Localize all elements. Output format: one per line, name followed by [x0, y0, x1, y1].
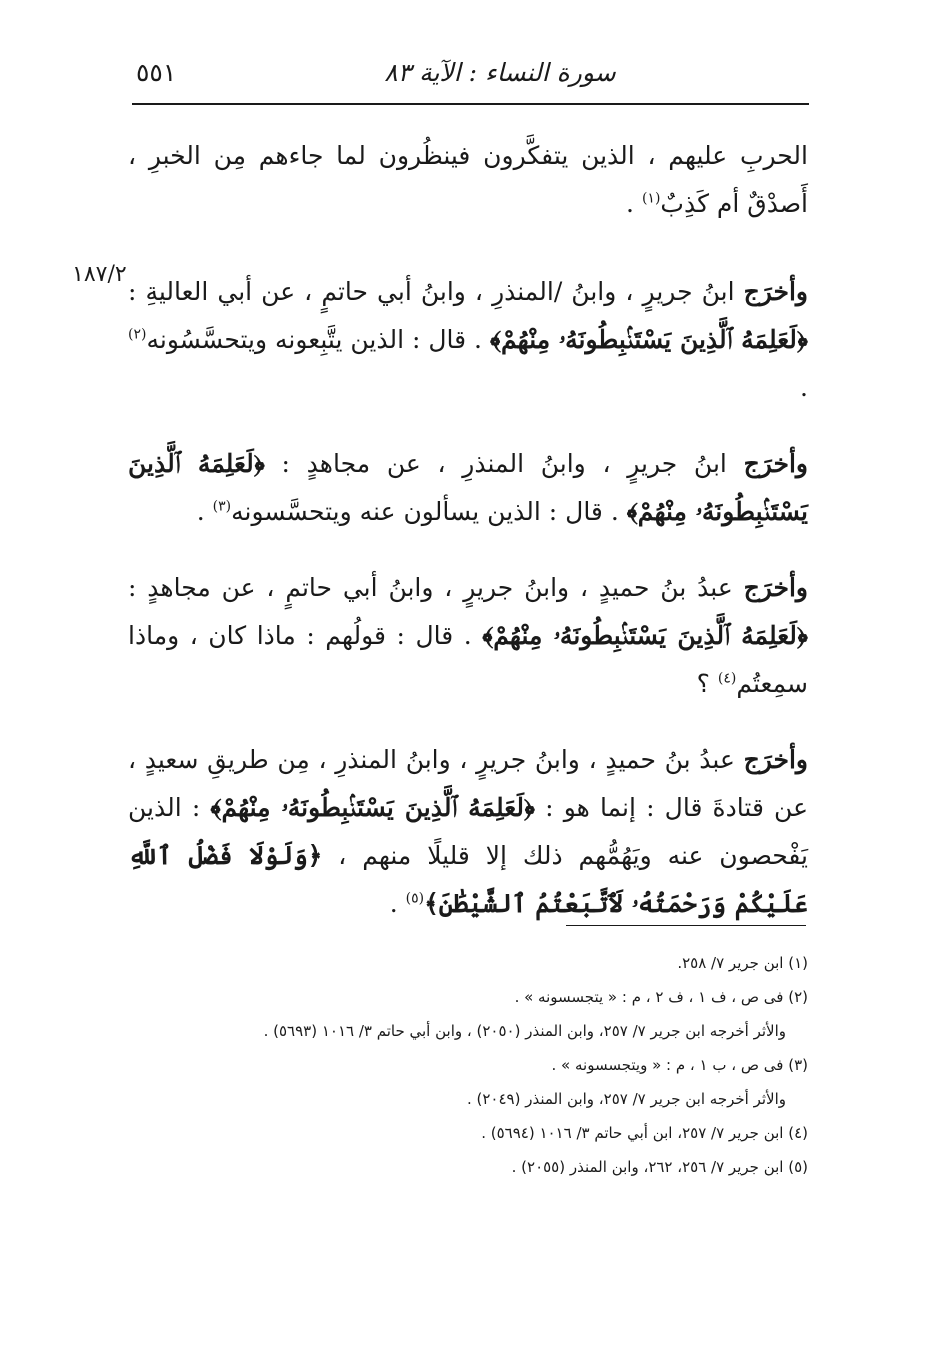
footnote-ref: (٣) [212, 498, 232, 515]
footnote-2-source: والأثر أخرجه ابن جرير ٧/ ٢٥٧، وابن المنذر (٢٠٥٠) ، وابن أبي حاتم ٣/ ١٠١٦ (٥٦٩٣) . [263, 1022, 786, 1040]
header-rule [132, 103, 809, 105]
paragraph-lead: وأخرَج [743, 277, 808, 306]
paragraph-3 [128, 440, 808, 536]
paragraph-text-2: . قال : الذين يسألون عنه ويتحسَّسونه [231, 497, 627, 526]
paragraph-end: ؟ [696, 669, 718, 698]
paragraph-text: عبدُ بنُ حميدٍ ، وابنُ جريرٍ ، وابنُ أبي حاتمٍ ، عن مجاهدٍ : [128, 573, 744, 602]
paragraph-text: ابنُ جريرٍ ، وابنُ /المنذرِ ، وابنُ أبي حاتمٍ ، عن أبي العاليةِ : [128, 277, 744, 306]
paragraph-end: . [626, 189, 642, 218]
footnote-3-source: والأثر أخرجه ابن جرير ٧/ ٢٥٧، وابن المنذر (٢٠٤٩) . [466, 1090, 786, 1108]
main-text [128, 132, 808, 956]
paragraph-text: عبدُ بنُ حميدٍ ، وابنُ جريرٍ ، وابنُ المنذرِ ، مِن طريقِ سعيدٍ ، عن قتادةَ قال : إنما هو : [128, 745, 808, 822]
footnotes [128, 946, 808, 1184]
footnote-ref: (٥) [405, 890, 425, 907]
page-number: ٥٥١ [136, 58, 177, 87]
footnote-ref: (٢) [128, 326, 147, 343]
paragraph-end: . [800, 373, 808, 402]
paragraph-lead: وأخرَج [743, 573, 808, 602]
footnote-3: (٣) فى ص ، ب ١ ، م : « ويتجسسونه » . [551, 1056, 808, 1074]
paragraph-end: . [196, 497, 213, 526]
footnote-ref: (٤) [717, 670, 737, 687]
footnote-1: (١) ابن جرير ٧/ ٢٥٨. [677, 954, 808, 972]
page-header [130, 58, 810, 98]
paragraph-5 [128, 736, 808, 928]
paragraph-text-2: . قال : الذين يتَّبِعونه ويتحسَّسُونه [146, 325, 490, 354]
quran-quote: ﴿لَعَلِمَهُ ٱلَّذِينَ يَسْتَنۢبِطُونَهُۥ مِنْهُمْ﴾ [489, 325, 808, 354]
paragraph-1 [128, 132, 808, 228]
footnote-separator [566, 925, 806, 926]
footnote-2: (٢) فى ص ، ف ١ ، ف ٢ ، م : « يتجسسونه » . [514, 988, 808, 1006]
quran-quote-2: ﴿وَلَوْلَا فَضْلُ ٱللَّهِ عَلَيْكُمْ وَرَحْمَتُهُۥ لَٱتَّبَعْتُمُ ٱلشَّيْطَٰنَ﴾ [128, 841, 808, 918]
margin-reference: ١٨٧/٢ [72, 262, 127, 287]
quran-quote: ﴿لَعَلِمَهُ ٱلَّذِينَ يَسْتَنۢبِطُونَهُۥ مِنْهُمْ﴾ [128, 449, 808, 526]
paragraph-text-2: . قال : قولُهم : ماذا كان ، وماذا سمِعتُم [128, 621, 808, 698]
quran-quote: ﴿لَعَلِمَهُ ٱلَّذِينَ يَسْتَنۢبِطُونَهُۥ مِنْهُمْ﴾ [210, 793, 536, 822]
quran-quote: ﴿لَعَلِمَهُ ٱلَّذِينَ يَسْتَنۢبِطُونَهُۥ مِنْهُمْ﴾ [482, 621, 808, 650]
paragraph-text: ابنُ جريرٍ ، وابنُ المنذرِ ، عن مجاهدٍ : [264, 449, 744, 478]
paragraph-text-2: : الذين يَفْحصون عنه ويَهُمُّهم ذلك إلا قليلًا منهم ، [128, 793, 808, 870]
paragraph-lead: وأخرَج [743, 449, 808, 478]
footnote-ref: (١) [641, 190, 661, 207]
paragraph-2 [128, 268, 808, 412]
paragraph-text: الحربِ عليهم ، الذين يتفكَّرون فينظُرون لما جاءهم مِن الخبرِ ، أَصدْقٌ أم كَذِبٌ [128, 141, 808, 218]
paragraph-end: . [389, 889, 406, 918]
paragraph-lead: وأخرَج [743, 745, 808, 774]
footnote-5: (٥) ابن جرير ٧/ ٢٥٦، ٢٦٢، وابن المنذر (٢٠٥٥) . [511, 1158, 808, 1176]
footnote-4: (٤) ابن جرير ٧/ ٢٥٧، ابن أبي حاتم ٣/ ١٠١٦ (٥٦٩٤) . [481, 1124, 808, 1142]
paragraph-4 [128, 564, 808, 708]
running-title: سورة النساء : الآية ٨٣ [384, 58, 616, 87]
